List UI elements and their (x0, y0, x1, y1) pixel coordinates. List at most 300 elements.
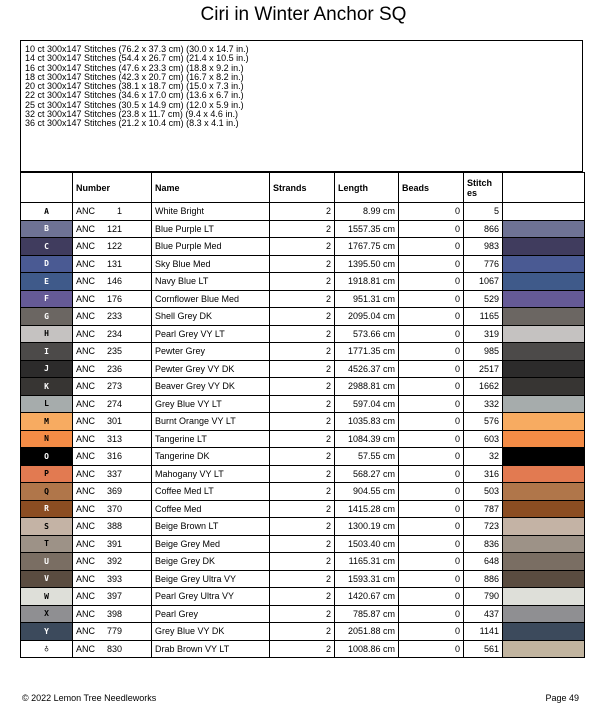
stitches-cell: 437 (464, 605, 503, 623)
thread-name-cell: Grey Blue VY DK (152, 623, 270, 641)
stitches-cell: 561 (464, 640, 503, 658)
stitches-cell: 576 (464, 413, 503, 431)
color-swatch-cell (503, 290, 585, 308)
number-cell (73, 343, 152, 361)
thread-code: 301 (106, 416, 122, 427)
stitches-cell: 2517 (464, 360, 503, 378)
beads-cell: 0 (399, 518, 464, 536)
stitches-cell: 1067 (464, 273, 503, 291)
number-cell (73, 325, 152, 343)
brand-label: ANC (76, 521, 96, 532)
strands-cell: 2 (270, 220, 335, 238)
number-cell (73, 588, 152, 606)
brand-label: ANC (76, 556, 96, 567)
color-swatch-cell (503, 640, 585, 658)
color-swatch (503, 326, 584, 343)
table-row (21, 465, 585, 483)
header-number: Number (73, 173, 152, 203)
table-row (21, 413, 585, 431)
stitches-cell: 332 (464, 395, 503, 413)
color-swatch (503, 606, 584, 623)
symbol-cell: D (21, 255, 73, 273)
symbol-cell: O (21, 448, 73, 466)
strands-cell: 2 (270, 465, 335, 483)
number-cell (73, 255, 152, 273)
brand-label: ANC (76, 591, 96, 602)
table-header-row (21, 173, 585, 203)
fabric-size-line: 10 ct 300x147 Stitches (76.2 x 37.3 cm) (30.0 x 14.7 in.) (25, 44, 249, 54)
color-swatch-cell (503, 413, 585, 431)
strands-cell: 2 (270, 238, 335, 256)
number-cell (73, 203, 152, 221)
page-number: Page 49 (545, 693, 579, 703)
table-row (21, 535, 585, 553)
thread-code: 370 (106, 503, 122, 514)
length-cell: 1771.35 cm (335, 343, 399, 361)
strands-cell: 2 (270, 430, 335, 448)
strands-cell: 2 (270, 273, 335, 291)
strands-cell: 2 (270, 378, 335, 396)
thread-name-cell: Shell Grey DK (152, 308, 270, 326)
color-swatch-cell (503, 343, 585, 361)
table-row (21, 588, 585, 606)
color-swatch-cell (503, 588, 585, 606)
beads-cell: 0 (399, 500, 464, 518)
length-cell: 1035.83 cm (335, 413, 399, 431)
thread-name-cell: Beige Grey Med (152, 535, 270, 553)
brand-label: ANC (76, 206, 96, 217)
thread-name-cell: Blue Purple LT (152, 220, 270, 238)
table-row (21, 623, 585, 641)
color-swatch-cell (503, 238, 585, 256)
table-row (21, 570, 585, 588)
thread-name-cell: Blue Purple Med (152, 238, 270, 256)
brand-label: ANC (76, 486, 96, 497)
color-swatch-cell (503, 430, 585, 448)
number-cell (73, 623, 152, 641)
color-swatch (503, 483, 584, 500)
length-cell: 1165.31 cm (335, 553, 399, 571)
color-swatch (503, 641, 584, 658)
stitches-cell: 723 (464, 518, 503, 536)
brand-label: ANC (76, 451, 96, 462)
symbol-cell: T (21, 535, 73, 553)
beads-cell: 0 (399, 640, 464, 658)
thread-name-cell: Pewter Grey VY DK (152, 360, 270, 378)
symbol-cell: P (21, 465, 73, 483)
brand-label: ANC (76, 433, 96, 444)
color-swatch-cell (503, 360, 585, 378)
thread-name-cell: Pewter Grey (152, 343, 270, 361)
color-swatch-cell (503, 465, 585, 483)
thread-name-cell: Grey Blue VY LT (152, 395, 270, 413)
table-row (21, 448, 585, 466)
number-cell (73, 378, 152, 396)
beads-cell: 0 (399, 220, 464, 238)
brand-label: ANC (76, 258, 96, 269)
beads-cell: 0 (399, 465, 464, 483)
table-row (21, 553, 585, 571)
color-swatch (503, 238, 584, 255)
length-cell: 8.99 cm (335, 203, 399, 221)
color-swatch-cell (503, 535, 585, 553)
thread-code: 313 (106, 433, 122, 444)
symbol-cell: I (21, 343, 73, 361)
symbol-cell: U (21, 553, 73, 571)
symbol-cell: H (21, 325, 73, 343)
header-name: Name (152, 173, 270, 203)
thread-name-cell: Beaver Grey VY DK (152, 378, 270, 396)
color-swatch-cell (503, 570, 585, 588)
color-swatch (503, 221, 584, 238)
beads-cell: 0 (399, 325, 464, 343)
fabric-size-line: 25 ct 300x147 Stitches (30.5 x 14.9 cm) (12.0 x 5.9 in.) (25, 99, 244, 110)
strands-cell: 2 (270, 413, 335, 431)
color-swatch-cell (503, 325, 585, 343)
table-row (21, 360, 585, 378)
beads-cell: 0 (399, 588, 464, 606)
number-cell (73, 413, 152, 431)
table-row (21, 518, 585, 536)
strands-cell: 2 (270, 203, 335, 221)
thread-name-cell: Beige Grey Ultra VY (152, 570, 270, 588)
thread-name-cell: Pearl Grey Ultra VY (152, 588, 270, 606)
thread-name-cell: Sky Blue Med (152, 255, 270, 273)
stitches-cell: 1662 (464, 378, 503, 396)
beads-cell: 0 (399, 430, 464, 448)
number-cell (73, 290, 152, 308)
strands-cell: 2 (270, 623, 335, 641)
beads-cell: 0 (399, 308, 464, 326)
thread-code: 392 (106, 556, 122, 567)
table-row (21, 308, 585, 326)
number-cell (73, 518, 152, 536)
beads-cell: 0 (399, 483, 464, 501)
table-row (21, 203, 585, 221)
fabric-size-line: 18 ct 300x147 Stitches (42.3 x 20.7 cm) (16.7 x 8.2 in.) (25, 71, 244, 82)
strands-cell: 2 (270, 325, 335, 343)
color-swatch (503, 466, 584, 483)
symbol-cell: R (21, 500, 73, 518)
thread-code: 233 (106, 311, 122, 322)
brand-label: ANC (76, 468, 96, 479)
beads-cell: 0 (399, 290, 464, 308)
thread-code: 131 (106, 258, 122, 269)
thread-code: 830 (106, 643, 122, 654)
beads-cell: 0 (399, 360, 464, 378)
thread-code: 1 (116, 206, 122, 217)
color-swatch-cell (503, 448, 585, 466)
beads-cell: 0 (399, 623, 464, 641)
length-cell: 1084.39 cm (335, 430, 399, 448)
thread-name-cell: Coffee Med (152, 500, 270, 518)
length-cell: 904.55 cm (335, 483, 399, 501)
color-swatch (503, 343, 584, 360)
symbol-cell: S (21, 518, 73, 536)
stitches-cell: 983 (464, 238, 503, 256)
header-swatch (503, 173, 585, 203)
length-cell: 1503.40 cm (335, 535, 399, 553)
color-swatch (503, 623, 584, 640)
strands-cell: 2 (270, 640, 335, 658)
brand-label: ANC (76, 573, 96, 584)
length-cell: 1593.31 cm (335, 570, 399, 588)
length-cell: 4526.37 cm (335, 360, 399, 378)
thread-name-cell: Coffee Med LT (152, 483, 270, 501)
length-cell: 1300.19 cm (335, 518, 399, 536)
number-cell (73, 360, 152, 378)
thread-code: 122 (106, 241, 122, 252)
brand-label: ANC (76, 381, 96, 392)
symbol-cell: Q (21, 483, 73, 501)
color-swatch-cell (503, 378, 585, 396)
color-swatch (503, 361, 584, 378)
color-swatch (503, 413, 584, 430)
thread-code: 388 (106, 521, 122, 532)
brand-label: ANC (76, 503, 96, 514)
color-swatch (503, 588, 584, 605)
beads-cell: 0 (399, 605, 464, 623)
strands-cell: 2 (270, 343, 335, 361)
strands-cell: 2 (270, 535, 335, 553)
thread-code: 779 (106, 626, 122, 637)
thread-code: 236 (106, 363, 122, 374)
color-swatch-cell (503, 518, 585, 536)
table-row (21, 378, 585, 396)
thread-name-cell: Navy Blue LT (152, 273, 270, 291)
color-swatch-cell (503, 500, 585, 518)
thread-code: 121 (106, 223, 122, 234)
number-cell (73, 308, 152, 326)
stitches-cell: 316 (464, 465, 503, 483)
header-length: Length (335, 173, 399, 203)
color-swatch-cell (503, 605, 585, 623)
thread-name-cell: Cornflower Blue Med (152, 290, 270, 308)
beads-cell: 0 (399, 413, 464, 431)
beads-cell: 0 (399, 570, 464, 588)
symbol-cell: L (21, 395, 73, 413)
stitches-cell: 32 (464, 448, 503, 466)
brand-label: ANC (76, 328, 96, 339)
symbol-cell: ♁ (21, 640, 73, 658)
strands-cell: 2 (270, 308, 335, 326)
color-swatch-cell (503, 483, 585, 501)
thread-name-cell: Tangerine LT (152, 430, 270, 448)
symbol-cell: F (21, 290, 73, 308)
brand-label: ANC (76, 276, 96, 287)
symbol-cell: Y (21, 623, 73, 641)
stitches-cell: 886 (464, 570, 503, 588)
copyright-text: © 2022 Lemon Tree Needleworks (22, 693, 157, 703)
number-cell (73, 483, 152, 501)
fabric-size-list (20, 40, 583, 172)
symbol-cell: B (21, 220, 73, 238)
symbol-cell: J (21, 360, 73, 378)
thread-name-cell: Pearl Grey (152, 605, 270, 623)
number-cell (73, 238, 152, 256)
color-swatch-cell (503, 220, 585, 238)
beads-cell: 0 (399, 273, 464, 291)
table-row (21, 395, 585, 413)
color-swatch-cell (503, 395, 585, 413)
page-title: Ciri in Winter Anchor SQ (200, 4, 407, 25)
number-cell (73, 553, 152, 571)
strands-cell: 2 (270, 255, 335, 273)
stitches-cell: 5 (464, 203, 503, 221)
strands-cell: 2 (270, 605, 335, 623)
brand-label: ANC (76, 608, 96, 619)
color-swatch (503, 396, 584, 413)
beads-cell: 0 (399, 395, 464, 413)
symbol-cell: N (21, 430, 73, 448)
table-row (21, 220, 585, 238)
thread-code: 274 (106, 398, 122, 409)
header-strands: Strands (270, 173, 335, 203)
table-row (21, 255, 585, 273)
stitches-cell: 319 (464, 325, 503, 343)
symbol-cell: A (21, 203, 73, 221)
length-cell: 1557.35 cm (335, 220, 399, 238)
brand-label: ANC (76, 416, 96, 427)
stitches-cell: 1165 (464, 308, 503, 326)
stitches-cell: 648 (464, 553, 503, 571)
color-swatch (503, 501, 584, 518)
fabric-size-line: 22 ct 300x147 Stitches (34.6 x 17.0 cm) (13.6 x 6.7 in.) (25, 90, 244, 101)
thread-code: 393 (106, 573, 122, 584)
thread-code: 273 (106, 381, 122, 392)
table-row (21, 238, 585, 256)
thread-key-table (20, 172, 585, 658)
length-cell: 2988.81 cm (335, 378, 399, 396)
beads-cell: 0 (399, 448, 464, 466)
thread-name-cell: Beige Brown LT (152, 518, 270, 536)
strands-cell: 2 (270, 360, 335, 378)
table-row (21, 640, 585, 658)
stitches-cell: 790 (464, 588, 503, 606)
header-symbol (21, 173, 73, 203)
thread-name-cell: Pearl Grey VY LT (152, 325, 270, 343)
color-swatch (503, 203, 584, 220)
symbol-cell: V (21, 570, 73, 588)
fabric-size-line: 20 ct 300x147 Stitches (38.1 x 18.7 cm) (15.0 x 7.3 in.) (25, 81, 244, 92)
symbol-cell: W (21, 588, 73, 606)
table-row (21, 483, 585, 501)
color-swatch-cell (503, 203, 585, 221)
color-swatch-cell (503, 308, 585, 326)
brand-label: ANC (76, 311, 96, 322)
color-swatch-cell (503, 273, 585, 291)
thread-code: 146 (106, 276, 122, 287)
table-row (21, 290, 585, 308)
strands-cell: 2 (270, 588, 335, 606)
beads-cell: 0 (399, 203, 464, 221)
brand-label: ANC (76, 293, 96, 304)
strands-cell: 2 (270, 553, 335, 571)
thread-code: 337 (106, 468, 122, 479)
length-cell: 2051.88 cm (335, 623, 399, 641)
table-row (21, 430, 585, 448)
number-cell (73, 500, 152, 518)
length-cell: 951.31 cm (335, 290, 399, 308)
thread-name-cell: Burnt Orange VY LT (152, 413, 270, 431)
length-cell: 1395.50 cm (335, 255, 399, 273)
table-row (21, 273, 585, 291)
length-cell: 573.66 cm (335, 325, 399, 343)
symbol-cell: C (21, 238, 73, 256)
beads-cell: 0 (399, 378, 464, 396)
strands-cell: 2 (270, 448, 335, 466)
stitches-cell: 985 (464, 343, 503, 361)
header-beads: Beads (399, 173, 464, 203)
stitches-cell: 787 (464, 500, 503, 518)
color-swatch-cell (503, 255, 585, 273)
color-swatch (503, 256, 584, 273)
strands-cell: 2 (270, 290, 335, 308)
beads-cell: 0 (399, 238, 464, 256)
brand-label: ANC (76, 643, 96, 654)
thread-name-cell: Mahogany VY LT (152, 465, 270, 483)
thread-code: 176 (106, 293, 122, 304)
thread-name-cell: White Bright (152, 203, 270, 221)
beads-cell: 0 (399, 255, 464, 273)
number-cell (73, 430, 152, 448)
symbol-cell: G (21, 308, 73, 326)
length-cell: 1420.67 cm (335, 588, 399, 606)
color-swatch (503, 571, 584, 588)
strands-cell: 2 (270, 518, 335, 536)
number-cell (73, 273, 152, 291)
number-cell (73, 465, 152, 483)
color-swatch (503, 308, 584, 325)
color-swatch (503, 431, 584, 448)
table-row (21, 343, 585, 361)
strands-cell: 2 (270, 395, 335, 413)
strands-cell: 2 (270, 570, 335, 588)
number-cell (73, 395, 152, 413)
brand-label: ANC (76, 223, 96, 234)
color-swatch (503, 378, 584, 395)
thread-code: 369 (106, 486, 122, 497)
color-swatch (503, 536, 584, 553)
stitches-cell: 1141 (464, 623, 503, 641)
table-row (21, 605, 585, 623)
thread-code: 391 (106, 538, 122, 549)
length-cell: 57.55 cm (335, 448, 399, 466)
fabric-size-line: 16 ct 300x147 Stitches (47.6 x 23.3 cm) (18.8 x 9.2 in.) (25, 62, 244, 73)
color-swatch (503, 553, 584, 570)
thread-name-cell: Tangerine DK (152, 448, 270, 466)
number-cell (73, 605, 152, 623)
symbol-cell: K (21, 378, 73, 396)
stitches-cell: 503 (464, 483, 503, 501)
length-cell: 2095.04 cm (335, 308, 399, 326)
brand-label: ANC (76, 346, 96, 357)
number-cell (73, 640, 152, 658)
symbol-cell: X (21, 605, 73, 623)
color-swatch (503, 448, 584, 465)
number-cell (73, 220, 152, 238)
length-cell: 1415.28 cm (335, 500, 399, 518)
length-cell: 1918.81 cm (335, 273, 399, 291)
thread-name-cell: Beige Grey DK (152, 553, 270, 571)
thread-name-cell: Drab Brown VY LT (152, 640, 270, 658)
fabric-size-line: 14 ct 300x147 Stitches (54.4 x 26.7 cm) (21.4 x 10.5 in.) (25, 53, 249, 64)
strands-cell: 2 (270, 483, 335, 501)
fabric-size-line: 36 ct 300x147 Stitches (21.2 x 10.4 cm) (8.3 x 4.1 in.) (25, 118, 239, 129)
table-row (21, 325, 585, 343)
color-swatch-cell (503, 553, 585, 571)
thread-code: 235 (106, 346, 122, 357)
